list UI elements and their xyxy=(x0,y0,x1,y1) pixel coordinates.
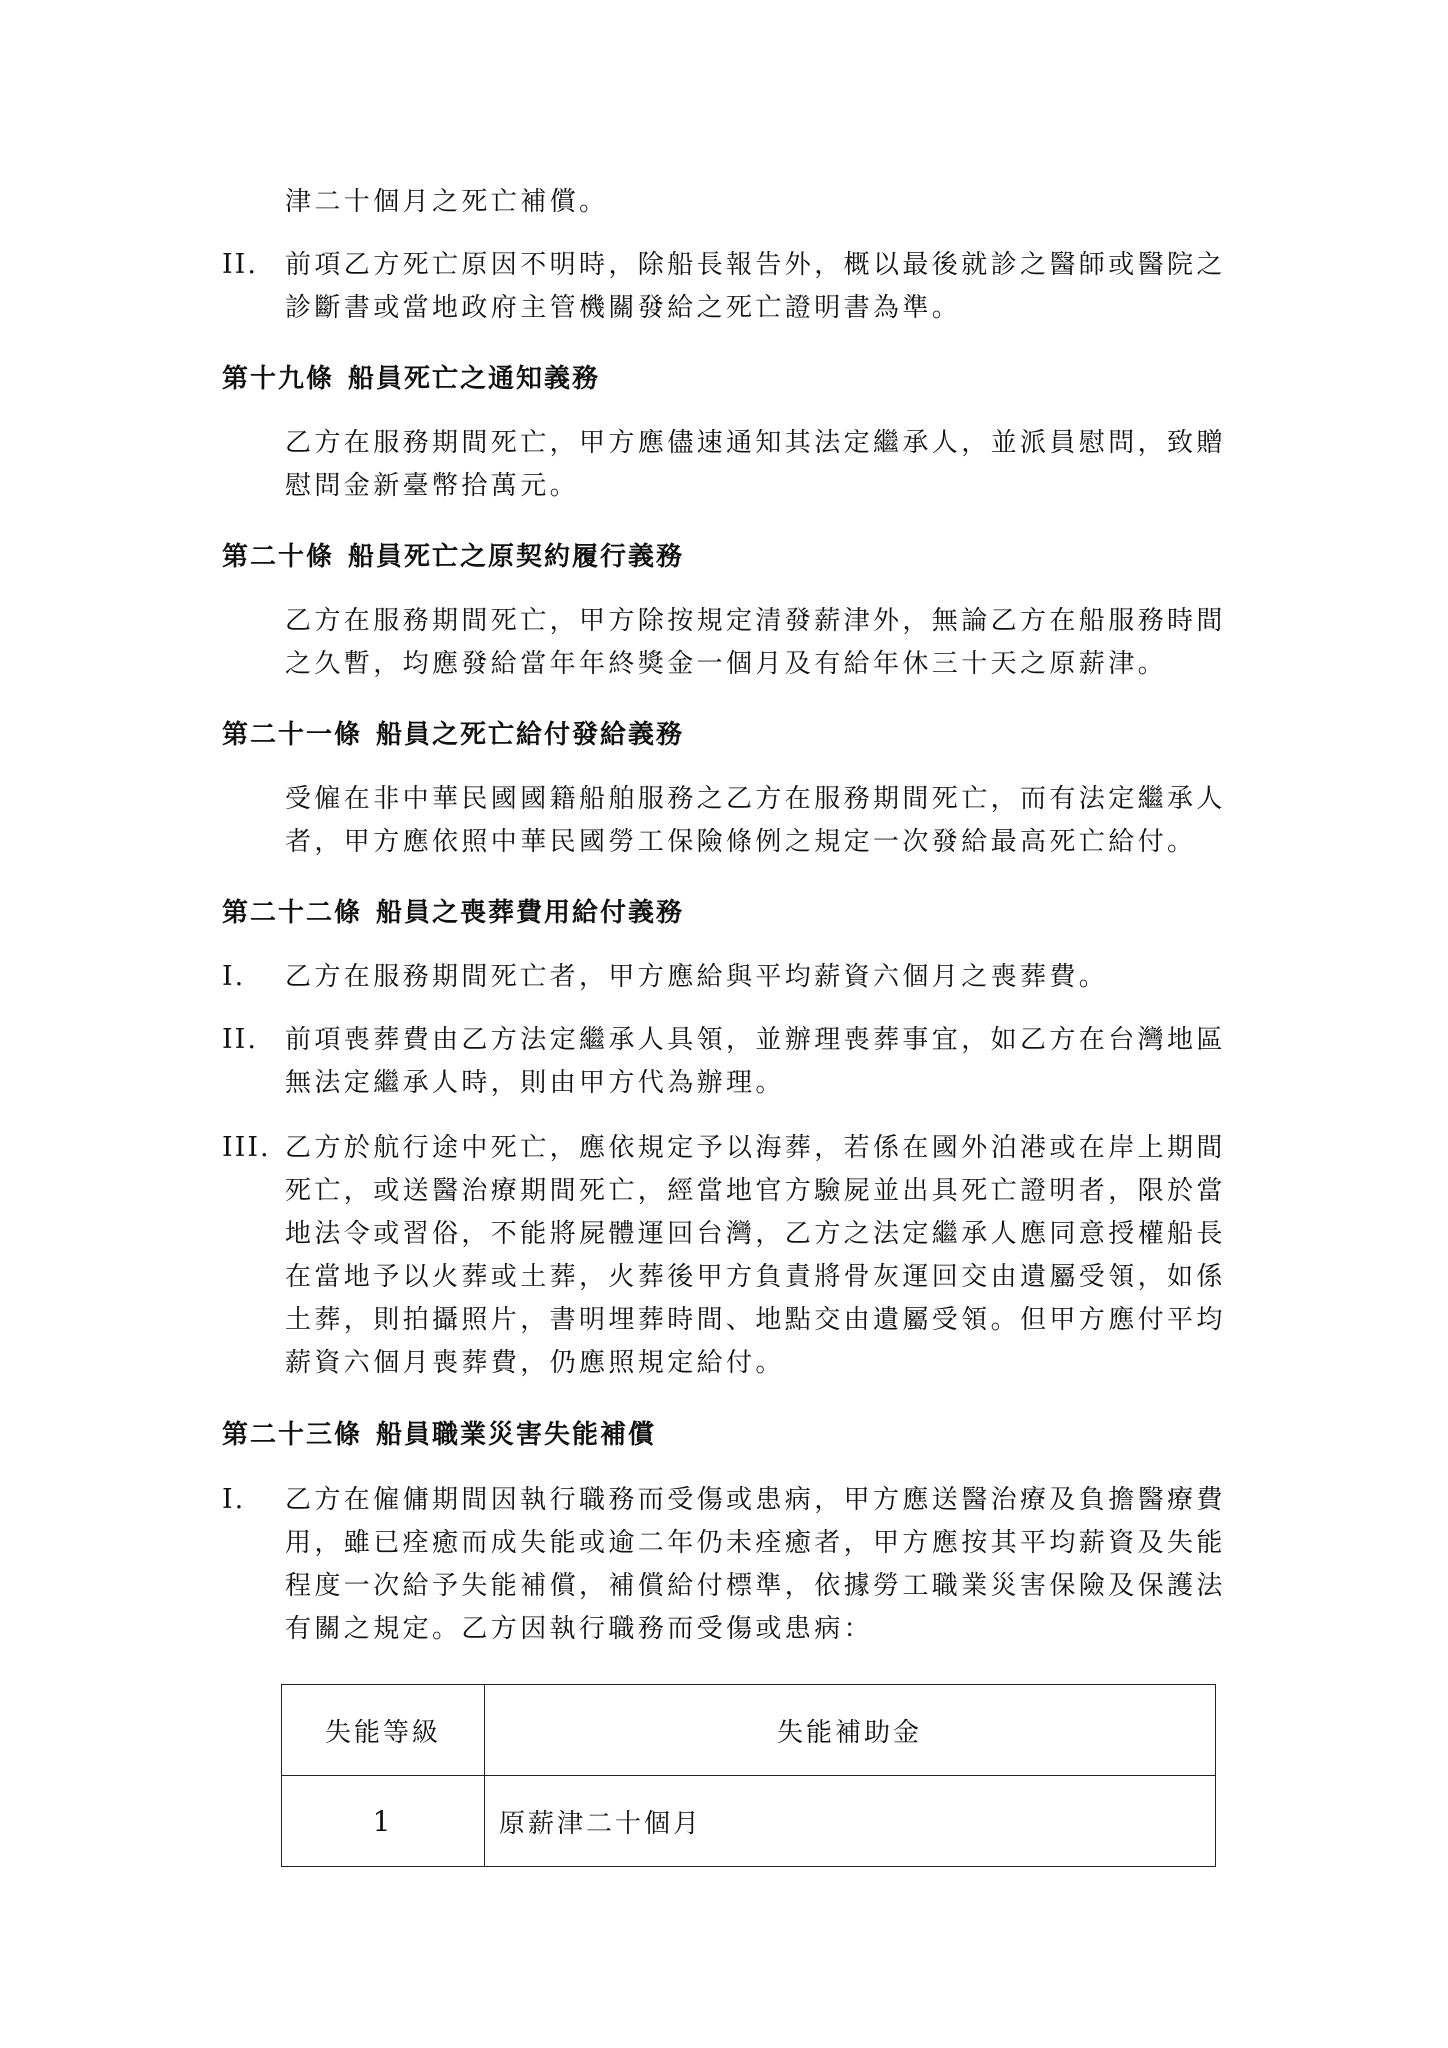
paragraph-line: 乙方在服務期間死亡者，甲方應給與平均薪資六個月之喪葬費。 xyxy=(285,962,1109,992)
article-title: 船員之喪葬費用給付義務 xyxy=(376,898,685,928)
item-number: I. xyxy=(222,961,246,992)
item-number: III. xyxy=(222,1132,271,1163)
paragraph-line: 乙方在服務期間死亡，甲方應儘速通知其法定繼承人，並派員慰問，致贈 xyxy=(285,428,1226,458)
paragraph-line: 診斷書或當地政府主管機關發給之死亡證明書為準。 xyxy=(285,293,962,323)
article-title: 船員死亡之原契約履行義務 xyxy=(348,542,685,572)
article-title: 船員死亡之通知義務 xyxy=(348,364,601,394)
paragraph-line: 在當地予以火葬或土葬，火葬後甲方負責將骨灰運回交由遺屬受領，如係 xyxy=(285,1262,1226,1292)
table-header-row xyxy=(282,1685,1216,1776)
header-disability-benefit: 失能補助金 xyxy=(485,1685,1216,1776)
paragraph-line: 土葬，則拍攝照片，書明埋葬時間、地點交由遺屬受領。但甲方應付平均 xyxy=(285,1305,1226,1335)
article-heading-23 xyxy=(222,1417,656,1453)
article-heading-20 xyxy=(222,539,684,575)
disability-table xyxy=(281,1684,1216,1867)
item-number: II. xyxy=(222,249,258,280)
paragraph-line: 之久暫，均應發給當年年終獎金一個月及有給年休三十天之原薪津。 xyxy=(285,649,1168,679)
article-title: 船員之死亡給付發給義務 xyxy=(376,720,685,750)
paragraph-line: 慰問金新臺幣拾萬元。 xyxy=(285,471,580,501)
cell-amount: 原薪津二十個月 xyxy=(485,1776,1216,1867)
paragraph-line: 者，甲方應依照中華民國勞工保險條例之規定一次發給最高死亡給付。 xyxy=(285,827,1197,857)
paragraph-line: 乙方在服務期間死亡，甲方除按規定清發薪津外，無論乙方在船服務時間 xyxy=(285,606,1226,636)
article-heading-22 xyxy=(222,895,684,931)
paragraph-line: 有關之規定。乙方因執行職務而受傷或患病： xyxy=(285,1614,874,1644)
continuation-line: 津二十個月之死亡補償。 xyxy=(285,187,609,217)
paragraph-line: 前項乙方死亡原因不明時，除船長報告外，概以最後就診之醫師或醫院之 xyxy=(285,250,1226,280)
article-number: 第二十二條 xyxy=(222,898,363,928)
article-title: 船員職業災害失能補償 xyxy=(376,1420,657,1450)
item-number: II. xyxy=(222,1024,258,1055)
paragraph-line: 死亡，或送醫治療期間死亡，經當地官方驗屍並出具死亡證明者，限於當 xyxy=(285,1176,1226,1206)
header-disability-level: 失能等級 xyxy=(282,1685,485,1776)
article-heading-19 xyxy=(222,361,600,397)
article-number: 第二十條 xyxy=(222,542,335,572)
article-number: 第二十三條 xyxy=(222,1420,363,1450)
paragraph-line: 薪資六個月喪葬費，仍應照規定給付。 xyxy=(285,1348,785,1378)
cell-level: 1 xyxy=(282,1776,485,1867)
paragraph-line: 受僱在非中華民國國籍船舶服務之乙方在服務期間死亡，而有法定繼承人 xyxy=(285,784,1226,814)
article-number: 第二十一條 xyxy=(222,720,363,750)
table-row xyxy=(282,1776,1216,1867)
paragraph-line: 程度一次給予失能補償，補償給付標準，依據勞工職業災害保險及保護法 xyxy=(285,1571,1226,1601)
paragraph-line: 前項喪葬費由乙方法定繼承人具領，並辦理喪葬事宜，如乙方在台灣地區 xyxy=(285,1025,1226,1055)
paragraph-line: 地法令或習俗，不能將屍體運回台灣，乙方之法定繼承人應同意授權船長 xyxy=(285,1219,1226,1249)
paragraph-line: 乙方在僱傭期間因執行職務而受傷或患病，甲方應送醫治療及負擔醫療費 xyxy=(285,1485,1226,1515)
paragraph-line: 用，雖已痊癒而成失能或逾二年仍未痊癒者，甲方應按其平均薪資及失能 xyxy=(285,1528,1226,1558)
article-number: 第十九條 xyxy=(222,364,335,394)
item-number: I. xyxy=(222,1484,246,1515)
article-heading-21 xyxy=(222,717,684,753)
paragraph-line: 乙方於航行途中死亡，應依規定予以海葬，若係在國外泊港或在岸上期間 xyxy=(285,1133,1226,1163)
paragraph-line: 無法定繼承人時，則由甲方代為辦理。 xyxy=(285,1068,785,1098)
